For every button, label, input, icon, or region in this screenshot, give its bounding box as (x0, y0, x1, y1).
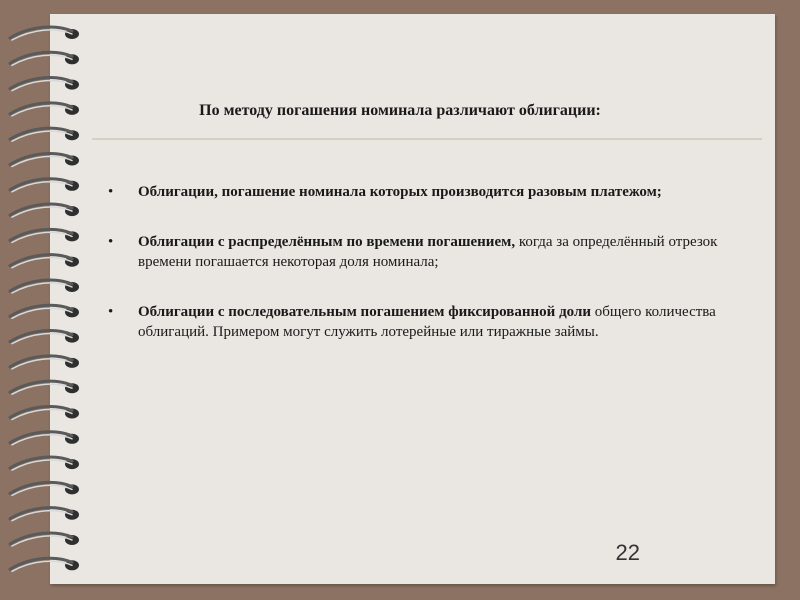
spiral-ring (10, 533, 79, 546)
bullet-dot-icon: • (108, 234, 114, 250)
spiral-ring (10, 204, 79, 217)
spiral-ring (10, 558, 79, 571)
spiral-ring (10, 153, 79, 166)
spiral-ring (10, 406, 79, 419)
spiral-ring (10, 280, 79, 293)
spiral-ring (10, 432, 79, 445)
bullet-bold-text: Облигации с распределённым по времени погашением, (138, 234, 516, 250)
spiral-ring (10, 356, 79, 369)
bullet-dot-icon: • (108, 184, 114, 200)
spiral-ring (10, 128, 79, 141)
bullet-normal-text: общего количества облигаций. Примером могут служить лотерейные или тиражные займы. (138, 304, 716, 340)
spiral-ring (10, 305, 79, 318)
title-divider (92, 138, 762, 140)
spiral-ring (10, 331, 79, 344)
spiral-ring (10, 482, 79, 495)
spiral-binding-rings (0, 0, 100, 600)
list-item (108, 302, 748, 342)
spiral-ring (10, 457, 79, 470)
bullet-dot-icon: • (108, 304, 114, 320)
bullet-bold-text: Облигации, погашение номинала которых производится разовым платежом; (138, 184, 662, 200)
bullet-bold-text: Облигации с последовательным погашением фиксированной доли (138, 304, 592, 320)
spiral-ring (10, 27, 79, 40)
spiral-ring (10, 508, 79, 521)
spiral-ring (10, 179, 79, 192)
list-item (108, 182, 748, 202)
list-item (108, 232, 748, 272)
spiral-ring (10, 381, 79, 394)
page-number: 22 (615, 540, 640, 565)
spiral-ring (10, 229, 79, 242)
spiral-ring (10, 255, 79, 268)
spiral-ring (10, 52, 79, 65)
bullet-list (108, 182, 748, 372)
bullet-normal-text: когда за определённый отрезок времени погашается некоторая доля номинала; (138, 234, 718, 270)
spiral-ring (10, 78, 79, 91)
slide-title: По методу погашения номинала различают облигации: (199, 102, 601, 119)
